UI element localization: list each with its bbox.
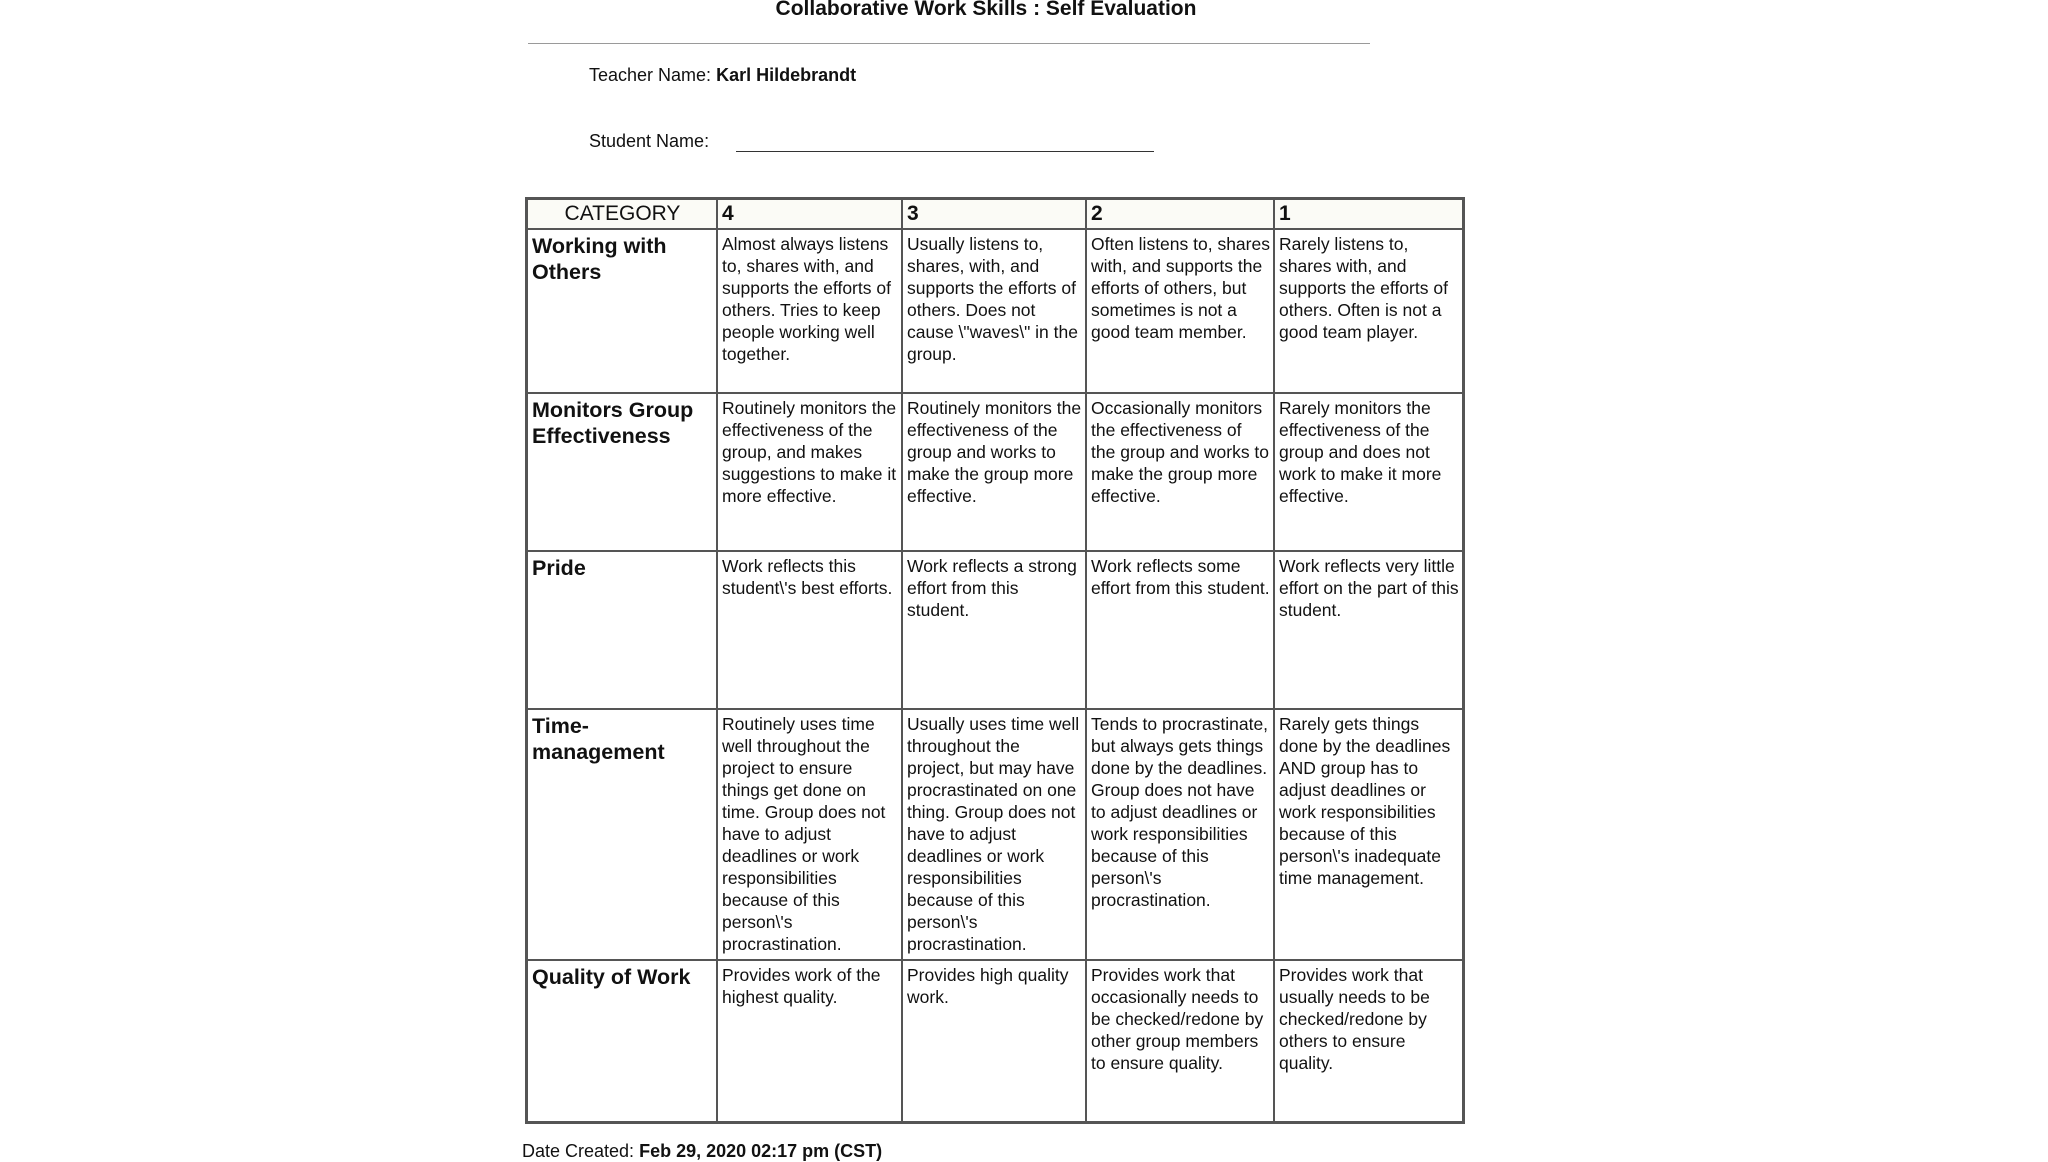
- criteria-cell: Provides work of the highest quality.: [717, 960, 902, 1122]
- teacher-name-value: Karl Hildebrandt: [716, 65, 857, 85]
- teacher-name-label: Teacher Name:: [589, 65, 712, 85]
- header-category: CATEGORY: [527, 199, 717, 229]
- criteria-cell: Work reflects a strong effort from this student.: [902, 551, 1086, 709]
- criteria-cell: Rarely gets things done by the deadlines AND group has to adjust deadlines or work responsibilities because of this person\'s inadequate time management.: [1274, 709, 1463, 960]
- header-score-3: 3: [902, 199, 1086, 229]
- criteria-cell: Work reflects very little effort on the part of this student.: [1274, 551, 1463, 709]
- rubric-table: [525, 197, 1465, 1124]
- criteria-cell: Routinely monitors the effectiveness of the group, and makes suggestions to make it more effective.: [717, 393, 902, 551]
- criteria-cell: Provides work that usually needs to be checked/redone by others to ensure quality.: [1274, 960, 1463, 1122]
- criteria-cell: Occasionally monitors the effectiveness of the group and works to make the group more effective.: [1086, 393, 1274, 551]
- criteria-cell: Usually listens to, shares, with, and supports the efforts of others. Does not cause \"waves\" in the group.: [902, 229, 1086, 393]
- student-name-row: [589, 130, 1154, 152]
- criteria-cell: Provides high quality work.: [902, 960, 1086, 1122]
- rubric-header-row: [527, 199, 1463, 229]
- date-created-label: Date Created:: [522, 1141, 635, 1161]
- page-title: Collaborative Work Skills : Self Evaluation: [775, 0, 1197, 20]
- student-name-label: Student Name:: [589, 131, 710, 151]
- criteria-cell: Routinely uses time well throughout the project to ensure things get done on time. Group does not have to adjust deadlines or work responsibilities because of this person\'s procrastination.: [717, 709, 902, 960]
- criteria-cell: Usually uses time well throughout the project, but may have procrastinated on one thing. Group does not have to adjust deadlines or work responsibilities because of this person\'s procrastination.: [902, 709, 1086, 960]
- criteria-cell: Routinely monitors the effectiveness of the group and works to make the group more effective.: [902, 393, 1086, 551]
- criteria-cell: Tends to procrastinate, but always gets things done by the deadlines. Group does not have to adjust deadlines or work responsibilities because of this person\'s procrastination.: [1086, 709, 1274, 960]
- teacher-name-row: [589, 64, 856, 86]
- category-cell: Quality of Work: [527, 960, 717, 1122]
- criteria-cell: Work reflects this student\'s best efforts.: [717, 551, 902, 709]
- table-row: [527, 393, 1463, 551]
- table-row: [527, 229, 1463, 393]
- table-row: [527, 709, 1463, 960]
- category-cell: Time-management: [527, 709, 717, 960]
- header-score-2: 2: [1086, 199, 1274, 229]
- header-score-1: 1: [1274, 199, 1463, 229]
- student-name-blank: [736, 133, 1154, 152]
- table-row: [527, 960, 1463, 1122]
- table-row: [527, 551, 1463, 709]
- header-score-4: 4: [717, 199, 902, 229]
- criteria-cell: Almost always listens to, shares with, and supports the efforts of others. Tries to keep people working well together.: [717, 229, 902, 393]
- category-cell: Pride: [527, 551, 717, 709]
- category-cell: Working with Others: [527, 229, 717, 393]
- criteria-cell: Rarely listens to, shares with, and supports the efforts of others. Often is not a good team player.: [1274, 229, 1463, 393]
- category-cell: Monitors Group Effectiveness: [527, 393, 717, 551]
- criteria-cell: Often listens to, shares with, and supports the efforts of others, but sometimes is not a good team member.: [1086, 229, 1274, 393]
- criteria-cell: Rarely monitors the effectiveness of the group and does not work to make it more effective.: [1274, 393, 1463, 551]
- date-created-value: Feb 29, 2020 02:17 pm (CST): [639, 1141, 883, 1161]
- date-created-row: [522, 1140, 882, 1162]
- criteria-cell: Provides work that occasionally needs to be checked/redone by other group members to ensure quality.: [1086, 960, 1274, 1122]
- title-divider: [528, 43, 1370, 44]
- criteria-cell: Work reflects some effort from this student.: [1086, 551, 1274, 709]
